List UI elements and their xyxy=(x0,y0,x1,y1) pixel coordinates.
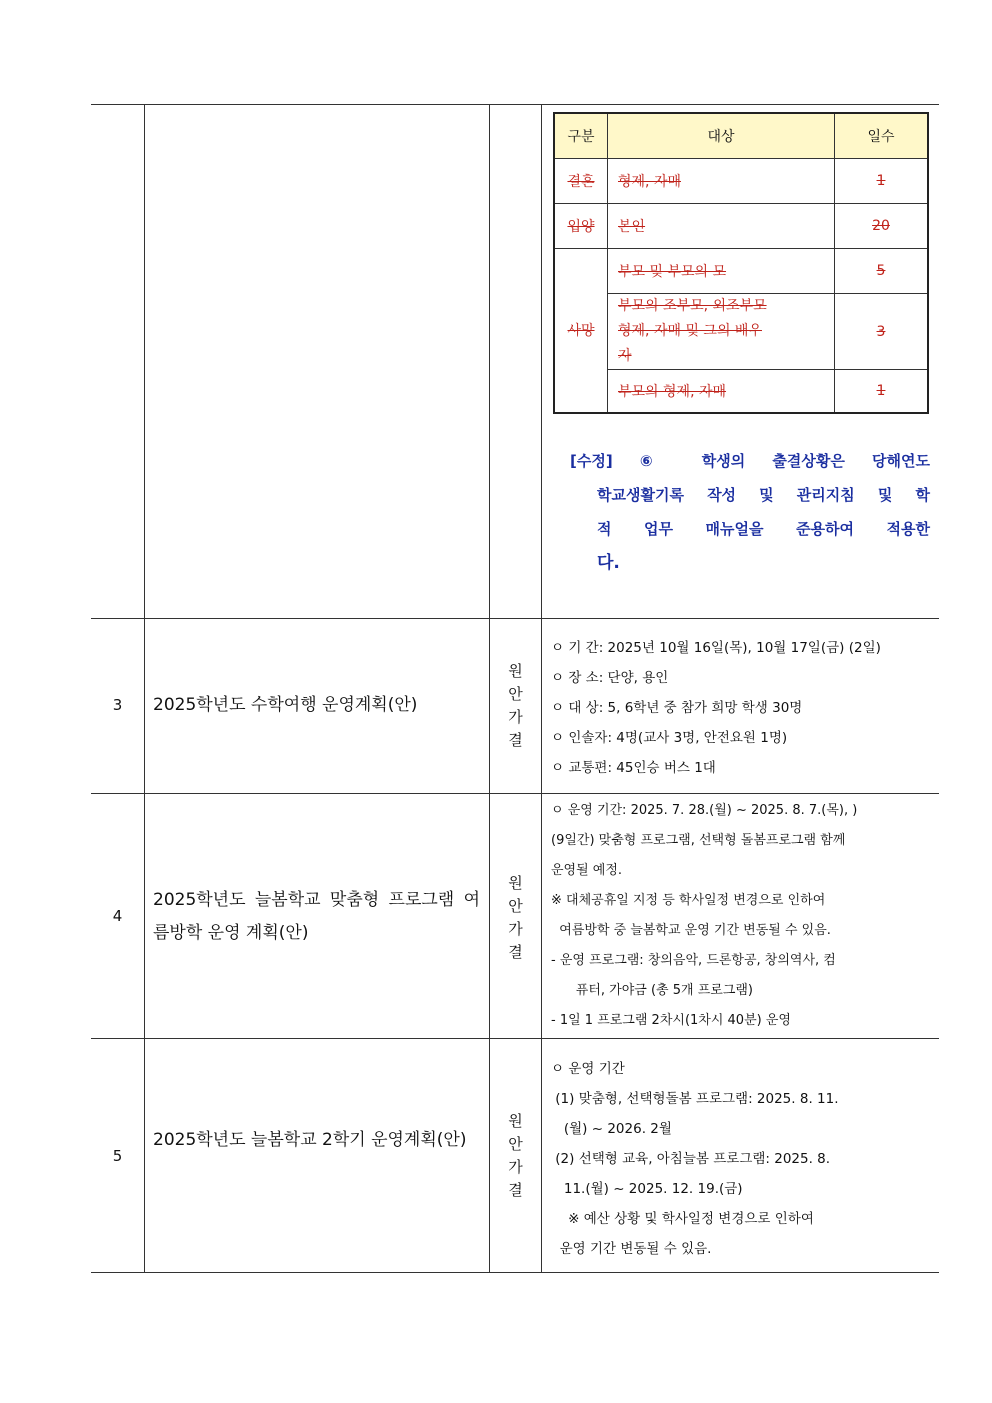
row-divider xyxy=(91,1038,939,1039)
table-row xyxy=(554,204,928,249)
agenda-title: 2025학년도 수학여행 운영계획(안) xyxy=(153,695,418,715)
target-line: 형제, 자매 및 그의 배우 xyxy=(618,323,762,339)
agenda-decision xyxy=(490,872,541,964)
days-cell: 3 xyxy=(835,294,929,370)
agenda-title: 2025학년도 늘봄학교 2학기 운영계획(안) xyxy=(153,1130,467,1150)
decision-char: 안 xyxy=(508,897,523,915)
target-cell: 형제, 자매 xyxy=(608,159,835,204)
content-line: ㅇ 기 간: 2025년 10월 16일(목), 10월 17일(금) (2일) xyxy=(551,640,881,656)
agenda-number: 3 xyxy=(112,696,123,714)
header-target: 대상 xyxy=(608,113,835,159)
content-line: - 운영 프로그램: 창의음악, 드론항공, 창의역사, 컴 xyxy=(551,953,836,968)
leave-days-table xyxy=(553,112,929,414)
table-row xyxy=(554,294,928,370)
target-cell: 본인 xyxy=(608,204,835,249)
target-cell: 부모 및 부모의 모 xyxy=(608,249,835,294)
decision-char: 원 xyxy=(508,874,523,892)
revision-line: [수정] ⑥ 학생의 출결상황은 당해연도 xyxy=(570,452,930,470)
content-line: ※ 예산 상황 및 학사일정 변경으로 인하여 xyxy=(551,1211,814,1227)
decision-char: 원 xyxy=(508,1112,523,1130)
table-row xyxy=(554,370,928,413)
agenda-content xyxy=(551,1054,929,1264)
content-line: (월) ~ 2026. 2월 xyxy=(551,1121,672,1137)
row-divider xyxy=(91,793,939,794)
row-divider xyxy=(91,618,939,619)
content-line: 운영될 예정. xyxy=(551,863,623,878)
agenda-content xyxy=(551,796,929,1036)
decision-char: 가 xyxy=(508,708,523,726)
agenda-title: 2025학년도 늘봄학교 맞춤형 프로그램 여름방학 운영 계획(안) xyxy=(153,890,480,943)
target-line: 부모의 조부모, 외조부모 xyxy=(618,298,767,314)
content-line: ㅇ 장 소: 단양, 용인 xyxy=(551,670,669,686)
content-line: 퓨터, 가야금 (총 5개 프로그램) xyxy=(551,983,754,998)
agenda-decision xyxy=(490,660,541,752)
content-line: - 1일 1 프로그램 2차시(1차시 40분) 운영 xyxy=(551,1013,791,1028)
target-cell: 부모의 형제, 자매 xyxy=(608,370,835,413)
decision-char: 결 xyxy=(508,943,523,961)
content-line: ㅇ 대 상: 5, 6학년 중 참가 희망 학생 30명 xyxy=(551,700,803,716)
decision-char: 결 xyxy=(508,1181,523,1199)
revision-line: 학교생활기록 작성 및 관리지침 및 학 xyxy=(597,486,930,504)
revision-note xyxy=(570,444,930,580)
header-category: 구분 xyxy=(554,113,608,159)
content-line: (1) 맞춤형, 선택형돌봄 프로그램: 2025. 8. 11. xyxy=(551,1091,839,1107)
agenda-content xyxy=(551,633,929,783)
decision-char: 안 xyxy=(508,685,523,703)
agenda-number: 5 xyxy=(112,1147,123,1165)
days-cell: 1 xyxy=(835,159,929,204)
agenda-number: 4 xyxy=(112,907,123,925)
content-line: (9일간) 맞춤형 프로그램, 선택형 돌봄프로그램 함께 xyxy=(551,833,846,848)
table-top-border xyxy=(91,104,939,105)
days-cell: 20 xyxy=(835,204,929,249)
category-cell: 입양 xyxy=(554,204,608,249)
content-line: ㅇ 인솔자: 4명(교사 3명, 안전요원 1명) xyxy=(551,730,788,746)
table-bottom-border xyxy=(91,1272,939,1273)
header-days: 일수 xyxy=(835,113,929,159)
category-cell: 결혼 xyxy=(554,159,608,204)
leave-table-header xyxy=(554,113,928,159)
decision-char: 가 xyxy=(508,1158,523,1176)
content-line: ㅇ 운영 기간: 2025. 7. 28.(월) ~ 2025. 8. 7.(목), ) xyxy=(551,803,858,818)
days-cell: 1 xyxy=(835,370,929,413)
content-line: ㅇ 교통편: 45인승 버스 1대 xyxy=(551,760,716,776)
content-line: ※ 대체공휴일 지정 등 학사일정 변경으로 인하여 xyxy=(551,893,826,908)
table-row xyxy=(554,249,928,294)
revision-line: 다. xyxy=(597,553,620,573)
content-line: 운영 기간 변동될 수 있음. xyxy=(551,1241,712,1257)
agenda-decision xyxy=(490,1110,541,1202)
column-divider xyxy=(541,104,542,1272)
column-divider xyxy=(144,104,145,1272)
table-row xyxy=(554,159,928,204)
content-line: ㅇ 운영 기간 xyxy=(551,1061,625,1077)
content-line: (2) 선택형 교육, 아침늘봄 프로그램: 2025. 8. xyxy=(551,1151,831,1167)
target-line: 자 xyxy=(618,348,632,364)
target-cell xyxy=(608,294,835,370)
category-cell: 사망 xyxy=(554,249,608,413)
content-line: 11.(월) ~ 2025. 12. 19.(금) xyxy=(551,1181,743,1197)
decision-char: 결 xyxy=(508,731,523,749)
decision-char: 가 xyxy=(508,920,523,938)
decision-char: 안 xyxy=(508,1135,523,1153)
content-line: 여름방학 중 늘봄학교 운영 기간 변동될 수 있음. xyxy=(551,923,831,938)
decision-char: 원 xyxy=(508,662,523,680)
revision-line: 적 업무 매뉴얼을 준용하여 적용한 xyxy=(597,520,930,538)
days-cell: 5 xyxy=(835,249,929,294)
